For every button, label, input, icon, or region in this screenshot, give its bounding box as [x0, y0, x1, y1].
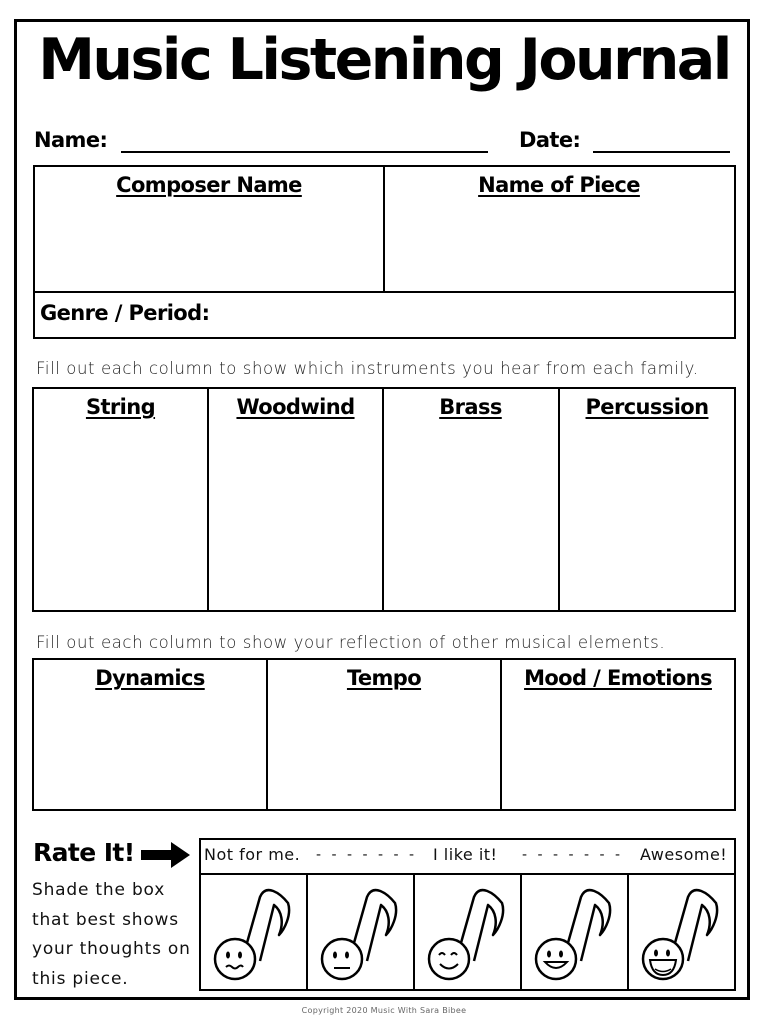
instruments-divider [382, 388, 384, 611]
percussion-header: Percussion [585, 395, 709, 419]
instruments-instruction: Fill out each column to show which instruments you hear from each family. [36, 359, 699, 378]
name-field[interactable] [121, 151, 488, 153]
neutral-face-icon [307, 875, 414, 989]
string-header: String [85, 395, 156, 419]
scale-label-i-like-it: I like it! [433, 845, 498, 864]
instruments-divider [558, 388, 560, 611]
rating-option-2[interactable] [307, 875, 414, 989]
name-label: Name: [34, 128, 108, 152]
composer-name-area[interactable] [36, 194, 380, 288]
grinning-face-icon [628, 875, 735, 989]
scale-dashes: - - - - - - - [522, 847, 624, 863]
date-field[interactable] [593, 151, 730, 153]
date-label: Date: [519, 128, 581, 152]
piece-name-header: Name of Piece [478, 173, 640, 197]
rating-option-5[interactable] [628, 875, 735, 989]
rating-instructions: Shade the box that best shows your thoughts on this piece. [32, 880, 191, 989]
rating-option-1[interactable] [200, 875, 307, 989]
composer-name-header: Composer Name [116, 173, 302, 197]
scale-label-awesome: Awesome! [640, 845, 728, 864]
genre-period-field[interactable] [225, 296, 731, 334]
brass-header: Brass [439, 395, 502, 419]
worried-face-icon [200, 875, 307, 989]
arrow-right-icon [141, 841, 191, 869]
dynamics-header: Dynamics [95, 666, 205, 690]
smiling-face-icon [414, 875, 521, 989]
tempo-header: Tempo [346, 666, 422, 690]
scale-dashes: - - - - - - - [316, 847, 418, 863]
piece-name-area[interactable] [388, 194, 732, 288]
woodwind-header: Woodwind [236, 395, 355, 419]
rating-option-4[interactable] [521, 875, 628, 989]
page-title: Music Listening Journal [38, 27, 730, 93]
genre-divider [34, 291, 735, 293]
copyright-notice: Copyright 2020 Music With Sara Bibee [301, 1006, 467, 1015]
mood-emotions-header: Mood / Emotions [524, 666, 712, 690]
rate-it-heading: Rate It! [33, 838, 135, 867]
elements-instruction: Fill out each column to show your reflection of other musical elements. [36, 633, 666, 652]
rating-option-3[interactable] [414, 875, 521, 989]
instruments-table [32, 387, 736, 612]
genre-period-label: Genre / Period: [40, 301, 210, 325]
scale-label-not-for-me: Not for me. [204, 845, 301, 864]
happy-face-icon [521, 875, 628, 989]
instruments-divider [207, 388, 209, 611]
